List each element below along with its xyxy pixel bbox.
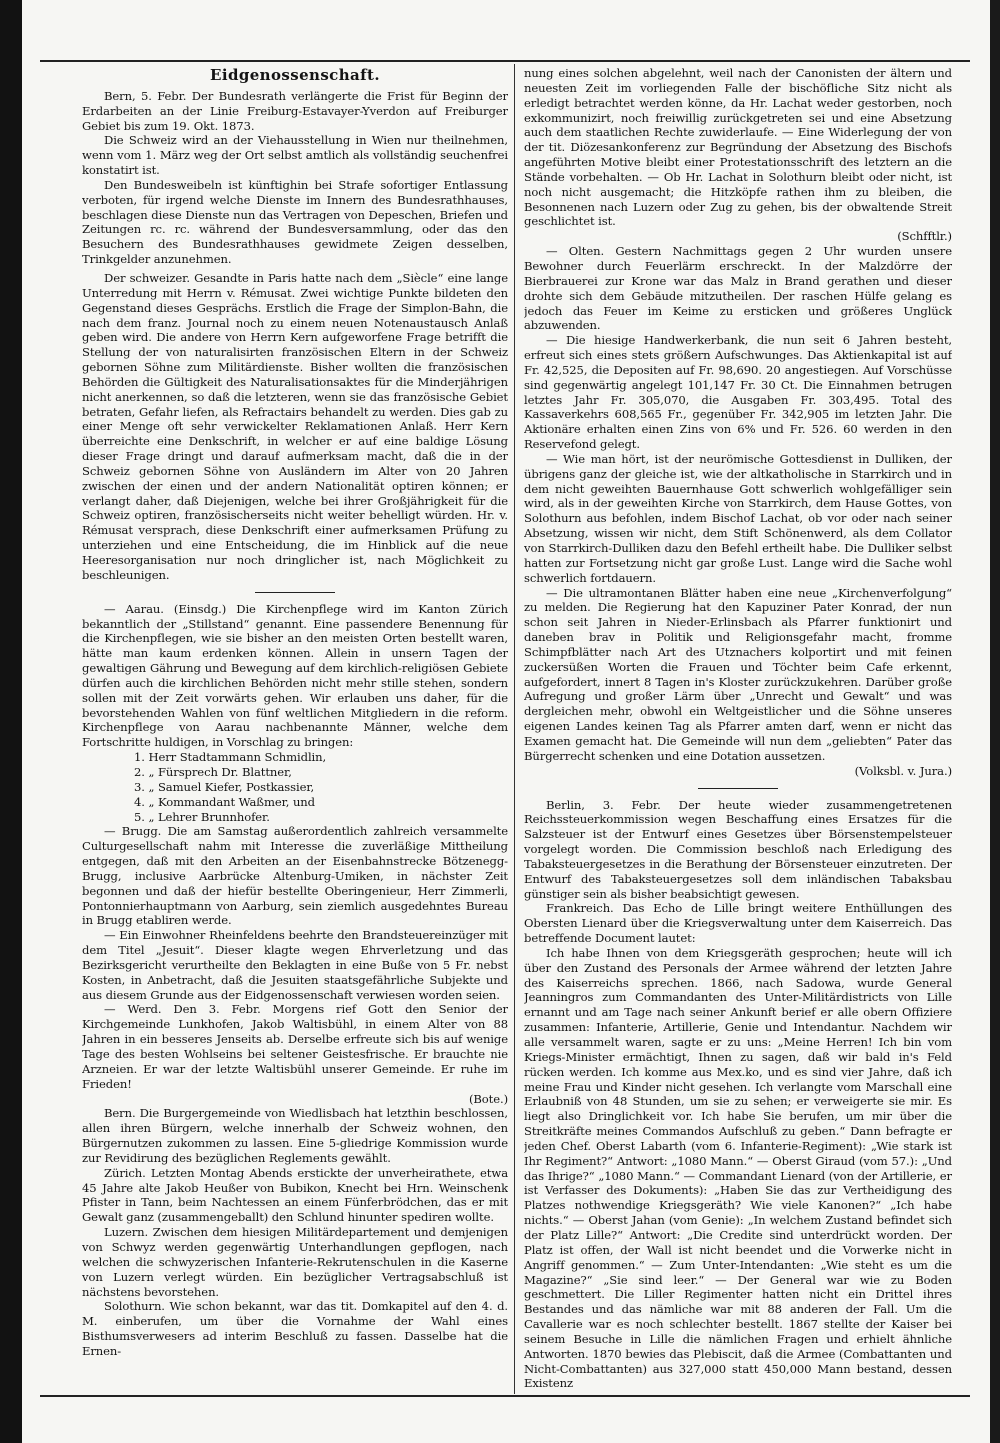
left-column [82,66,508,1392]
source-attribution: (Bote.) [468,1091,508,1106]
article-viehausstellung: Die Schweiz wird an der Viehausstellung in Wien nur theilnehmen, wenn vom 1. März weg der Ort selbst amtlich als vollständig seuchenfrei konstatirt ist. [82,133,508,178]
article-gesandte-paris: Der schweizer. Gesandte in Paris hatte nach dem „Siècle“ eine lange Unterredung mit Herrn v. Rémusat. Zwei wichtige Punkte bildeten den Gegenstand dieses Gesprächs. Erstlich die Frage der Simplon-Bahn, die nach dem franz. Journal noch zu einem neuen Notenaustausch Anlaß geben wird. Die andere von Herrn Kern aufgeworfene Frage betrifft die Stellung der von naturalisirten französischen Eltern in der Schweiz gebornen Söhne zum Militärdienste. Bisher wollten die französischen Behörden die Gültigkeit des Naturalisationsaktes für die Minderjährigen nicht anerkennen, so daß die letzteren, wenn sie das französische Gebiet betraten, Gefahr liefen, als Refractairs behandelt zu werden. Dies gab zu einer Menge oft sehr verwickelter Reklamationen Anlaß. Herr Kern überreichte eine Denkschrift, in welcher er auf eine baldige Lösung dieser Frage dringt und darauf aufmerksam macht, daß die in der Schweiz gebornen Söhne von Ausländern im Alter von 20 Jahren zwischen der einen und der andern Nationalität optiren können; er verlangt daher, daß Diejenigen, welche bei ihrer Großjährigkeit für die Schweiz optiren, französischerseits nicht weiter behelligt würden. Hr. v. Rémusat versprach, diese Denkschrift einer aufmerksamen Prüfung zu unterziehen und eine Entscheidung, die im Hinblick auf die neue Heeresorganisation nur noch dringlicher ist, nach Möglichkeit zu beschleunigen. [82,270,508,582]
article-kirchenverfolgung: — Die ultramontanen Blätter haben eine neue „Kirchenverfolgung“ zu melden. Die Regierung hat den Kapuziner Pater Konrad, der nun schon seit Jahren in Nieder-Erlinsbach als Pfarrer funktionirt und daneben brav in Politik und Religionsgefahr macht, fromme Schimpfblätter nach Art des Utznachers kolportirt und mit feinen zuckersüßen Worten die Frauen und Töchter beim Cafe erkennt, aufgefordert, innert 8 Tagen in's Kloster zurückzukehren. Darüber große Aufregung und großer Lärm über „Unrecht und Gewalt“ und was dergleichen mehr, obwohl ein Weltgeistlicher und die Söhne unseres eigenen Landes keinen Tag als Pfarrer amten darf, wenn er nicht das Examen gemacht hat. Die Gemeinde will nun dem „geliebten“ Pater das Bürgerrecht schenken und eine Dotation aussetzen. [524,585,952,763]
list-item: 1. Herr Stadtammann Schmidlin, [134,750,327,765]
separator [698,788,778,789]
scan-border-right [990,0,1000,1443]
source-attribution: (Schfftlr.) [897,229,952,244]
separator [255,592,335,593]
article-luzern: Luzern. Zwischen dem hiesigen Militärdepartement und demjenigen von Schwyz werden gegenwärtig Unterhandlungen gepflogen, nach welchen die schwyzerischen Infanterie-Rekrutenschulen in die Kaserne von Luzern verlegt würden. Ein bezüglicher Vertragsabschluß ist nächstens bevorstehen. [82,1225,508,1299]
top-rule [40,60,970,62]
article-frankreich: Frankreich. Das Echo de Lille bringt weitere Enthüllungen des Obersten Lienard über die Kriegsverwaltung unter dem Kaiserreich. Das betreffende Document lautet: [524,901,952,946]
article-bundesweibel: Den Bundesweibeln ist künftighin bei Strafe sofortiger Entlassung verboten, für irgend welche Dienste im Innern des Bundesrathhauses, beschlagen diese Dienste nun das Vertragen von Depeschen, Briefen und Zeitungen rc. rc. während der Bundesversammlung, oder das den Besuchern des Bundesrathhauses gewidmete Zeigen desselben, Trinkgelder anzunehmen. [82,177,508,267]
list-item: 4. „ Kommandant Waßmer, und [134,794,315,809]
list-item: 3. „ Samuel Kiefer, Postkassier, [134,779,315,794]
list-item: 2. „ Fürsprech Dr. Blattner, [134,764,292,779]
list-item: 5. „ Lehrer Brunnhofer. [134,809,270,824]
article-handwerkerbank: — Die hiesige Handwerkerbank, die nun seit 6 Jahren besteht, erfreut sich eines stets größern Aufschwunges. Das Aktienkapital ist auf Fr. 42,525, die Depositen auf Fr. 98,690. 20 angestiegen. Auf Vorschüsse sind gegenwärtig angelegt 101,147 Fr. 30 Ct. Die Einnahmen betrugen letztes Jahr Fr. 305,070, die Ausgaben Fr. 303,495. Total des Kassaverkehrs 608,565 Fr., gegenüber Fr. 342,905 im letzten Jahr. Die Aktionäre erhalten einen Zins von 6% und Fr. 526. 60 werden in den Reservefond gelegt. [524,333,952,452]
section-heading: Eidgenossenschaft. [210,66,380,84]
article-bern-bundesrath: Bern, 5. Febr. Der Bundesrath verlängerte die Frist für Beginn der Erdarbeiten an der Linie Freiburg-Estavayer-Yverdon auf Freiburger Gebiet bis zum 19. Okt. 1873. [82,88,508,133]
article-berlin: Berlin, 3. Febr. Der heute wieder zusammengetretenen Reichssteuerkommission wegen Beschaffung eines Ersatzes für die Salzsteuer ist der Entwurf eines Gesetzes über Börsenstempelsteuer vorgelegt worden. Die Commission beschloß nach Erledigung des Tabaksteuergesetzes in die Berathung der Börsensteuer einzutreten. Der Entwurf des Tabaksteuergesetzes soll dem inländischen Tabaksbau günstiger sein als bisher beabsichtigt gewesen. [524,797,952,901]
right-column [524,66,952,1392]
article-bern-wiedlisbach: Bern. Die Burgergemeinde von Wiedlisbach hat letzthin beschlossen, allen ihren Bürgern, welche innerhalb der Schweiz wohnen, den Bürgernutzen zukommen zu lassen. Eine 5-gliedrige Kommission wurde zur Revidirung des bezüglichen Reglements gewählt. [82,1106,508,1165]
article-dulliken: — Wie man hört, ist der neurömische Gottesdienst in Dulliken, der übrigens ganz der gleiche ist, wie der altkatholische in Starrkirch und in dem nicht geweihten Bauernhause Gott schwerlich wohlgefälliger sein wird, als in der geweihten Kirche von Starrkirch, dem Hause Gottes, von Solothurn aus befohlen, indem Bischof Lachat, ob vor oder nach seiner Absetzung, wissen wir nicht, dem Stift Schönenwerd, als dem Collator von Starrkirch-Dulliken dazu den Befehl ertheilt habe. Die Dulliker selbst hatten zur Fortsetzung nicht gar große Lust. Lange wird die Sache wohl schwerlich fortdauern. [524,451,952,585]
bottom-rule [40,1395,970,1397]
article-aarau: — Aarau. (Einsdg.) Die Kirchenpflege wird im Kanton Zürich bekanntlich der „Stillstand“ genannt. Eine passendere Benennung für die Kirchenpflegen, wie sie bisher an den meisten Orten bestellt waren, hätte man kaum erdenken können. Allein in unsern Tagen der gewaltigen Gährung und Bewegung auf dem kirchlich-religiösen Gebiete dürfen auch die kirchlichen Behörden nicht mehr stille stehen, sondern sollen mit der Zeit vorwärts gehen. Wir erlauben uns daher, für die bevorstehenden Wahlen von fünf weltlichen Mitgliedern in die reform. Kirchenpflege von Aarau nachbenannte Männer, welche dem Fortschritte huldigen, in Vorschlag zu bringen: [82,601,508,750]
article-solothurn-continued: nung eines solchen abgelehnt, weil nach der Canonisten der ältern und neuesten Zeit im vorliegenden Falle der bischöfliche Sitz nicht als erledigt betrachtet werden könne, da Hr. Lachat weder gestorben, noch exkommunizirt, noch freiwillig zurückgetreten sei und eine Absetzung auch dem staatlichen Rechte zuwiderlaufe. — Eine Widerlegung der von der tit. Diözesankonferenz zur Begründung der Absetzung des Bischofs angeführten Motive bleibt einer Protestationsschrift des letztern an die Stände vorbehalten. — Ob Hr. Lachat in Solothurn bleibt oder nicht, ist noch nicht ausgemacht; die Hitzköpfe rathen ihm zu bleiben, die Besonnenen nach Luzern oder Zug zu gehen, bis der obwaltende Streit geschlichtet ist. [524,66,952,229]
scan-border-left [0,0,22,1443]
candidate-list [134,750,508,824]
article-frankreich-document: Ich habe Ihnen von dem Kriegsgeräth gesprochen; heute will ich über den Zustand des Personals der Armee während der letzten Jahre des Kaiserreichs sprechen. 1866, nach Sadowa, wurde General Jeanningros zum Commandanten des Unter-Militärdistricts von Lille ernannt und am Tage nach seiner Ankunft berief er alle obern Offiziere zusammen: Infanterie, Artillerie, Genie und Intendantur. Nachdem wir alle versammelt waren, sagte er zu uns: „Meine Herren! Ich bin vom Kriegs-Minister ermächtigt, Ihnen zu sagen, daß wir bald in's Feld rücken werden. Ich komme aus Mex.ko, und es sind vier Jahre, daß ich meine Frau und Kinder nicht gesehen. Ich verlangte vom Marschall eine Erlaubniß von 48 Stunden, um sie zu sehen; er verweigerte sie mir. Es liegt also Dringlichkeit vor. Ich habe Sie berufen, um mir über die Streitkräfte meines Commandos Aufschluß zu geben.“ Dann befragte er jeden Chef. Oberst Labarth (vom 6. Infanterie-Regiment): „Wie stark ist Ihr Regiment?“ Antwort: „1080 Mann.“ — Oberst Giraud (vom 57.): „Und das Ihrige?“ „1080 Mann.“ — Commandant Lienard (von der Artillerie, er ist Verfasser des Dokuments): „Haben Sie das zur Vertheidigung des Platzes nothwendige Kriegsgeräth? Wie viele Kanonen?“ „Ich habe nichts.“ — Oberst Jahan (vom Genie): „In welchem Zustand befindet sich der Platz Lille?“ Antwort: „Die Credite sind unterdrückt worden. Der Platz ist offen, der Wall ist nicht beendet und die Vorwerke nicht in Angriff genommen.“ — Zum Unter-Intendanten: „Wie steht es um die Magazine?“ „Sie sind leer.“ — Der General war wie zu Boden geschmettert. Die Liller Regimenter hatten nicht ein Drittel ihres Bestandes und das nämliche war mit 88 anderen der Fall. Um die Cavallerie war es noch schlechter bestellt. 1867 stellte der Kaiser bei seinem Besuche in Lille die nämlichen Fragen und erhielt ähnliche Antworten. 1870 bewies das Plebiscit, daß die Armee (Combattanten und Nicht-Combattanten) aus 327,000 statt 450,000 Mann bestand, dessen Existenz [524,945,952,1391]
source-attribution: (Volksbl. v. Jura.) [854,763,952,778]
article-zuerich: Zürich. Letzten Montag Abends erstickte der unverheirathete, etwa 45 Jahre alte Jakob Heußer von Bubikon, Knecht bei Hrn. Weinschenk Pfister in Tann, beim Nachtessen an einem Fünferbrödchen, das er mit Gewalt ganz (zusammengeballt) den Schlund hinunter spediren wollte. [82,1165,508,1225]
article-werd: — Werd. Den 3. Febr. Morgens rief Gott den Senior der Kirchgemeinde Lunkhofen, Jakob Waltisbühl, in einem Alter von 88 Jahren in ein besseres Jenseits ab. Derselbe erfreute sich bis auf wenige Tage des besten Wohlseins bei seltener Geistesfrische. Er brauchte nie Arzneien. Er war der letzte Waltisbühl unserer Gemeinde. Er ruhe im Frieden! [82,1002,508,1091]
article-brugg: — Brugg. Die am Samstag außerordentlich zahlreich versammelte Culturgesellschaft nahm mit Interesse die zuverläßige Mittheilung entgegen, daß mit den Arbeiten an der Eisenbahnstrecke Bötzenegg-Brugg, inclusive Aarbrücke Altenburg-Umiken, in nächster Zeit begonnen und daß der hiefür bestellte Oberingenieur, Herr Zimmerli, Pontonnierhauptmann von Aarburg, sein ziemlich ausgedehntes Bureau in Brugg etabliren werde. [82,824,508,928]
column-divider [514,64,515,1394]
article-solothurn: Solothurn. Wie schon bekannt, war das tit. Domkapitel auf den 4. d. M. einberufen, um über die Vornahme der Wahl eines Bisthumsverwesers ad interim Beschluß zu fassen. Dasselbe hat die Ernen- [82,1299,508,1358]
article-rheinfelden: — Ein Einwohner Rheinfeldens beehrte den Brandsteuereinzüger mit dem Titel „Jesuit“. Dieser klagte wegen Ehrverletzung und das Bezirksgericht verurtheilte den Beklagten in eine Buße von 5 Fr. nebst Kosten, in Anbetracht, daß die Jesuiten staatsgefährliche Subjekte und aus diesem Grunde aus der Eidgenossenschaft verwiesen worden seien. [82,928,508,1002]
article-olten: — Olten. Gestern Nachmittags gegen 2 Uhr wurden unsere Bewohner durch Feuerlärm erschreckt. In der Malzdörre der Bierbrauerei zur Krone war das Malz in Brand gerathen und dieser drohte sich dem Gebäude mitzutheilen. Der raschen Hülfe gelang es jedoch das Feuer im Keime zu ersticken und größeres Unglück abzuwenden. [524,244,952,333]
